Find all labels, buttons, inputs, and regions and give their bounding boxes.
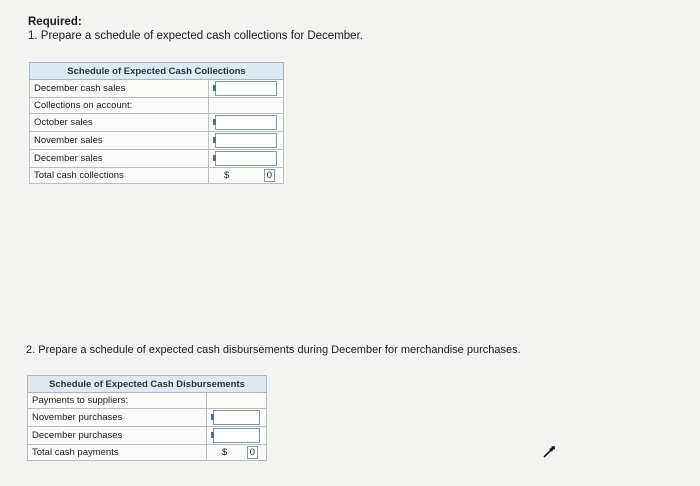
december-sales-label: December sales xyxy=(30,150,209,168)
payments-to-suppliers-label: Payments to suppliers: xyxy=(28,393,207,409)
empty-cell xyxy=(207,393,267,409)
table-row xyxy=(30,132,284,150)
table-row xyxy=(30,150,284,168)
cash-collections-title: Schedule of Expected Cash Collections xyxy=(30,63,284,80)
question-2-text: 2. Prepare a schedule of expected cash disbursements during December for merchandise purchases. xyxy=(26,344,521,356)
october-sales-input[interactable] xyxy=(215,115,277,130)
november-sales-label: November sales xyxy=(30,132,209,150)
total-cash-payments-label: Total cash payments xyxy=(28,445,207,461)
november-purchases-label: November purchases xyxy=(28,409,207,427)
table-row xyxy=(28,393,267,409)
november-sales-input[interactable] xyxy=(215,133,277,148)
december-purchases-label: December purchases xyxy=(28,427,207,445)
november-purchases-input[interactable] xyxy=(213,410,260,425)
december-sales-input[interactable] xyxy=(215,151,277,166)
december-cash-sales-input[interactable] xyxy=(215,81,277,96)
december-purchases-input[interactable] xyxy=(213,428,260,443)
table-row xyxy=(30,98,284,114)
cash-collections-schedule xyxy=(29,62,284,184)
empty-cell xyxy=(209,98,284,114)
currency-symbol: $ xyxy=(224,170,230,181)
cash-disbursements-title: Schedule of Expected Cash Disbursements xyxy=(28,376,267,393)
table-row xyxy=(28,445,267,461)
cash-disbursements-schedule xyxy=(27,375,267,461)
december-cash-sales-label: December cash sales xyxy=(30,80,209,98)
mouse-pointer-icon xyxy=(543,446,555,458)
table-row xyxy=(30,114,284,132)
table-row xyxy=(30,168,284,184)
currency-symbol: $ xyxy=(222,447,228,458)
total-cash-collections-label: Total cash collections xyxy=(30,168,209,184)
collections-on-account-label: Collections on account: xyxy=(30,98,209,114)
total-cash-collections-value: 0 xyxy=(264,169,275,182)
question-1-text: 1. Prepare a schedule of expected cash collections for December. xyxy=(28,30,363,42)
total-cash-payments-value: 0 xyxy=(247,446,258,459)
table-row xyxy=(28,427,267,445)
october-sales-label: October sales xyxy=(30,114,209,132)
required-label: Required: xyxy=(28,16,82,28)
table-row xyxy=(30,80,284,98)
table-row xyxy=(28,409,267,427)
